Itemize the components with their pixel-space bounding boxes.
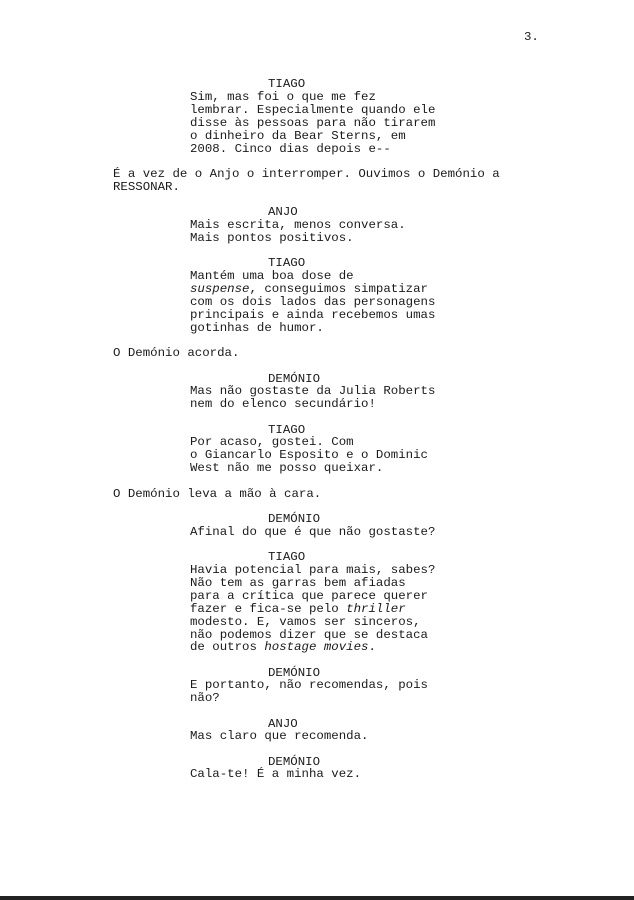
dialogue-emphasis: thriller	[346, 601, 406, 616]
dialogue-line: E portanto, não recomendas, pois	[190, 678, 428, 692]
dialogue-line: gotinhas de humor.	[190, 320, 324, 335]
dialogue-line: o dinheiro da Bear Sterns, em	[190, 128, 406, 143]
dialogue-line: para a crítica que parece querer	[190, 588, 428, 603]
dialogue-line: Mas não gostaste da Julia Roberts	[190, 384, 436, 398]
dialogue	[190, 91, 435, 156]
dialogue: Mas claro que recomenda.	[190, 729, 369, 743]
character-cue: TIAGO	[268, 256, 306, 270]
dialogue-emphasis: suspense	[190, 281, 250, 296]
action-text: É a vez de o Anjo o interromper. Ouvimos o Demónio a	[113, 167, 500, 181]
dialogue	[190, 679, 428, 705]
character-cue: DEMÓNIO	[268, 512, 321, 526]
dialogue-line: com os dois lados das personagens	[190, 294, 436, 309]
dialogue	[190, 436, 428, 475]
dialogue-line: modesto. E, vamos ser sinceros,	[190, 614, 421, 629]
dialogue-line: Havia potencial para mais, sabes?	[190, 563, 436, 577]
dialogue-line: Sim, mas foi o que me fez	[190, 90, 376, 104]
action-text: RESSONAR.	[113, 179, 180, 194]
dialogue: Cala-te! É a minha vez.	[190, 767, 362, 781]
dialogue-line: de outros hostage movies.	[190, 640, 376, 655]
page-number: 3.	[524, 30, 539, 44]
character-cue: TIAGO	[268, 550, 306, 564]
dialogue-line: nem do elenco secundário!	[190, 396, 376, 411]
character-cue: TIAGO	[268, 423, 306, 437]
dialogue-line: 2008. Cinco dias depois e--	[190, 141, 391, 156]
dialogue-line: não podemos dizer que se destaca	[190, 627, 428, 642]
dialogue: Afinal do que é que não gostaste?	[190, 525, 436, 539]
page-bottom-border	[0, 896, 634, 900]
character-cue: DEMÓNIO	[268, 372, 321, 386]
dialogue-line: não?	[190, 690, 220, 705]
character-cue: ANJO	[268, 717, 298, 731]
dialogue-line: Não tem as garras bem afiadas	[190, 575, 406, 590]
dialogue	[190, 219, 406, 245]
character-cue: ANJO	[268, 205, 298, 219]
action-line: O Demónio leva a mão à cara.	[113, 487, 322, 501]
dialogue-line: Mais pontos positivos.	[190, 230, 354, 245]
action-line: O Demónio acorda.	[113, 346, 240, 360]
dialogue	[190, 564, 435, 654]
dialogue-line: West não me posso queixar.	[190, 460, 384, 475]
dialogue	[190, 385, 435, 411]
dialogue-line: disse às pessoas para não tirarem	[190, 115, 436, 130]
character-cue: TIAGO	[268, 77, 306, 91]
dialogue-line: fazer e fica-se pelo thriller	[190, 601, 406, 616]
dialogue-line: Mantém uma boa dose de	[190, 269, 354, 283]
dialogue-line: Por acaso, gostei. Com	[190, 435, 354, 449]
dialogue-line: o Giancarlo Esposito e o Dominic	[190, 447, 428, 462]
dialogue	[190, 270, 435, 335]
dialogue-emphasis: hostage movies	[264, 640, 369, 655]
action-line	[113, 168, 500, 194]
dialogue-line: Mais escrita, menos conversa.	[190, 218, 406, 232]
dialogue-line: principais e ainda recebemos umas	[190, 307, 436, 322]
dialogue-line: suspense, conseguimos simpatizar	[190, 281, 428, 296]
character-cue: DEMÓNIO	[268, 755, 321, 769]
dialogue-line: lembrar. Especialmente quando ele	[190, 102, 436, 117]
character-cue: DEMÓNIO	[268, 666, 321, 680]
